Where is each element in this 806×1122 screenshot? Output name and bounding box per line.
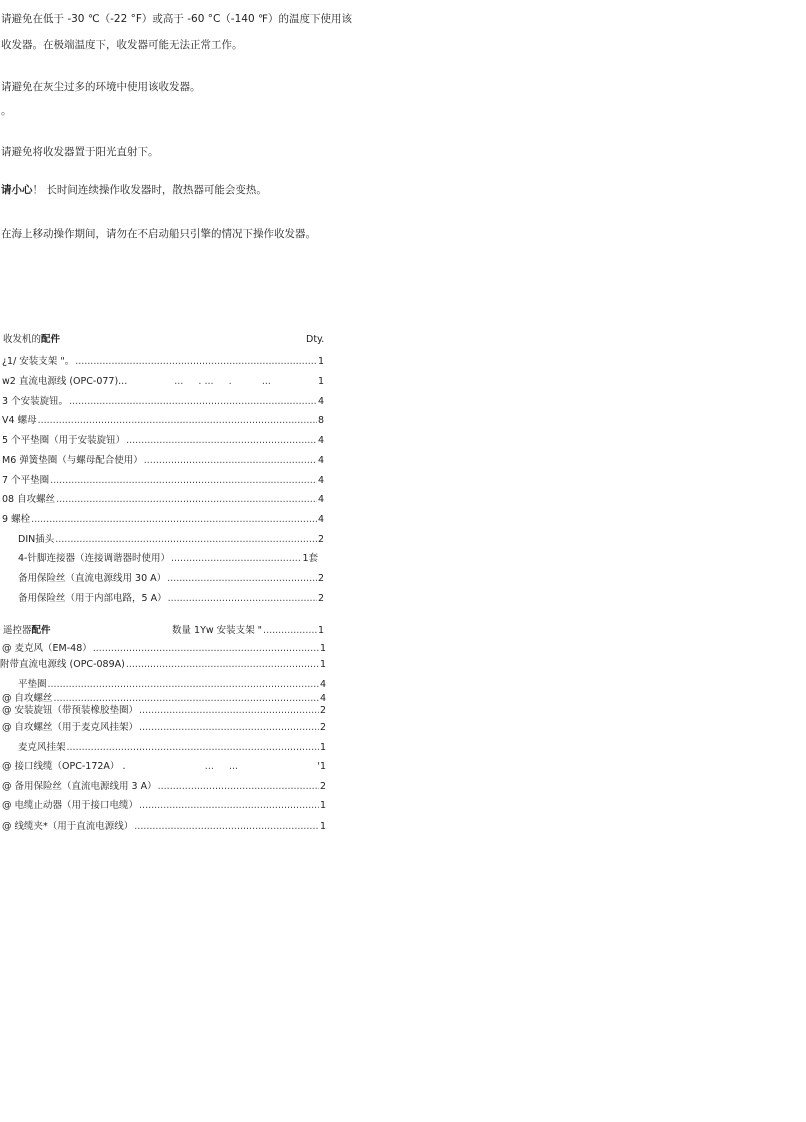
remote-item-leader [158,780,319,793]
caution-label: 请小心 [1,184,33,196]
remote-item-label: @ 自攻螺丝（用于麦克风挂架） [2,722,139,733]
remote-item-qty: 2 [319,781,326,792]
remote-item-label: 麦克风挂架 [18,742,66,753]
transceiver-item [2,513,324,526]
transceiver-item-label: 3 个安装旋钮。 [2,396,69,407]
transceiver-item-label: 备用保险丝（直流电源线用 30 A） [18,573,167,584]
transceiver-item-label: 08 自攻螺丝 [2,494,56,505]
transceiver-item-label: 备用保险丝（用于内部电路，5 A） [18,593,167,604]
remote-item-leader [93,642,319,655]
transceiver-item-label: ¿1/ 安装支架 "。 [2,356,75,367]
transceiver-item-leader [50,474,317,487]
transceiver-item-label: 5 个平垫圈（用于安装旋钮） [2,435,126,446]
remote-item-label: @ 电缆止动器（用于接口电缆） [2,800,139,811]
remote-item-label: @ 备用保险丝（直流电源线用 3 A） [2,781,157,792]
transceiver-item-qty: 1 [317,356,324,367]
transceiver-item-qty: 4 [317,396,324,407]
transceiver-item-label: w2 直流电源线 (OPC-077)... [2,376,128,387]
remote-item-leader [126,658,319,671]
transceiver-item [2,355,324,368]
transceiver-item-leader [167,572,317,585]
remote-item-leader [48,678,319,691]
transceiver-item [2,493,324,506]
transceiver-item-label: M6 弹簧垫圈（与螺母配合使用） [2,455,143,466]
transceiver-item [2,414,324,427]
remote-item-qty: 1 [319,800,326,811]
transceiver-item-leader [126,434,317,447]
transceiver-item [2,474,324,487]
remote-item [2,760,326,773]
transceiver-item-qty: 1套 [302,553,318,564]
transceiver-item-qty: 4 [317,475,324,486]
transceiver-item-label: 7 个平垫圈 [2,475,50,486]
transceiver-item-leader [55,533,317,546]
remote-item [2,780,326,793]
remote-item-leader [134,820,319,833]
transceiver-item-leader [144,454,317,467]
transceiver-item-qty: 4 [317,514,324,525]
transceiver-item-label: V4 螺母 [2,415,37,426]
remote-item [2,704,326,717]
remote-item-qty: '1 [317,761,326,772]
transceiver-item-leader [168,592,317,605]
remote-item [2,721,326,734]
transceiver-item-qty: 2 [317,593,324,604]
remote-item-qty: 1 [319,742,326,753]
remote-item-gap-dots: ... ... [204,761,239,772]
transceiver-item [2,395,324,408]
transceiver-item [2,454,324,467]
transceiver-item-qty: 4 [317,435,324,446]
transceiver-accessories-title: 收发机的配件 [3,334,61,345]
remote-item-label: @ 自攻螺丝 [2,693,53,704]
transceiver-item [18,592,324,605]
remote-item-label: @ 安装旋钮（带预装橡胶垫圈） [2,705,139,716]
transceiver-item-qty: 4 [317,455,324,466]
transceiver-item-leader [31,513,317,526]
remote-item-qty: 4 [319,693,326,704]
remote-item [0,658,326,671]
transceiver-item-label: DIN插头 [18,534,55,545]
remote-item-qty: 2 [319,722,326,733]
transceiver-item [18,552,318,565]
remote-item-label: @ 接口线缆（OPC-172A） . [2,761,126,772]
remote-item [2,820,326,833]
remote-item-qty: 1 [319,643,326,654]
remote-item-leader [139,799,319,812]
transceiver-item [18,533,324,546]
transceiver-item [18,572,324,585]
transceiver-item-leader [75,355,317,368]
remote-item-label: 附带直流电源线 (OPC-089A) [0,659,125,670]
remote-item-qty: 4 [319,679,326,690]
note-marine: 在海上移动操作期间，请勿在不启动船只引擎的情况下操作收发器。 [1,228,316,240]
caution-text: ！ 长时间连续操作收发器时，散热器可能会变热。 [32,184,267,196]
note-stray-mark: 。 [1,105,12,117]
remote-item [18,741,326,754]
qty-header: Dty. [306,334,325,345]
remote-item-label: 平垫圈 [18,679,47,690]
remote-item-leader [67,741,319,754]
transceiver-item-leader [69,395,317,408]
note-dust: 请避免在灰尘过多的环境中使用该收发器。 [1,81,201,93]
remote-header-row: 数量 1Yw 安装支架 " ..... 1 [172,624,324,637]
transceiver-item [2,434,324,447]
transceiver-item-leader [38,414,317,427]
remote-item-qty: 2 [319,705,326,716]
transceiver-item-qty: 4 [317,494,324,505]
note-temperature-line2: 收发器。在极端温度下，收发器可能无法正常工作。 [1,39,243,51]
remote-item-qty: 1 [319,659,326,670]
remote-item-qty: 1 [319,821,326,832]
transceiver-item [2,375,324,388]
remote-item [18,678,326,691]
transceiver-item-leader [56,493,317,506]
transceiver-item-qty: 2 [317,573,324,584]
transceiver-item-qty: 8 [317,415,324,426]
remote-item-leader [139,721,319,734]
transceiver-item-label: 9 螺栓 [2,514,31,525]
transceiver-item-gap-dots: ... . ... . ... [174,376,271,387]
transceiver-item-qty: 1 [317,376,324,387]
remote-item-label: @ 麦克风（EM-48） [2,643,92,654]
transceiver-item-leader [171,552,301,565]
transceiver-item-label: 4-针脚连接器（连接调谐器时使用） [18,553,170,564]
note-sunlight: 请避免将收发器置于阳光直射下。 [1,146,159,158]
remote-item-leader [139,704,319,717]
remote-item [2,642,326,655]
note-temperature-line1: 请避免在低于 -30 ℃（-22 °F）或高于 -60 °C（-140 ℉）的温度下使用该 [1,13,352,25]
remote-accessories-title: 遥控器配件 [3,625,51,636]
remote-item-label: @ 线缆夹*（用于直流电源线） [2,821,134,832]
note-caution [1,183,267,197]
transceiver-item-qty: 2 [317,534,324,545]
remote-item [2,799,326,812]
